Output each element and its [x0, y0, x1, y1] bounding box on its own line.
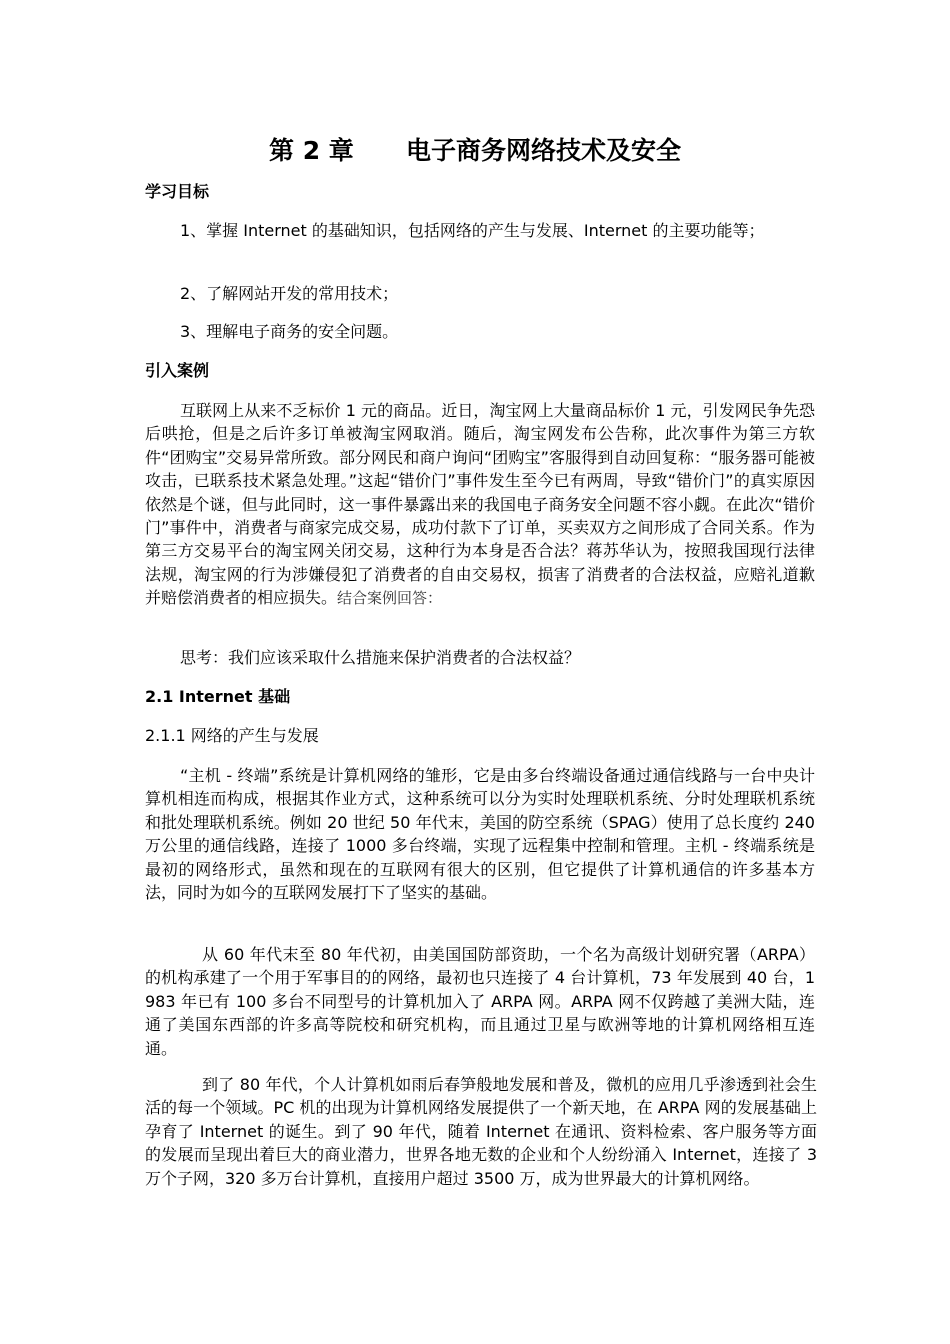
objective-item-1: 1、掌握 Internet 的基础知识，包括网络的产生与发展、Internet 的主要功能等； — [180, 221, 765, 240]
subsection-title: 2.1.1 网络的产生与发展 — [145, 726, 319, 745]
case-question: 思考：我们应该采取什么措施来保护消费者的合法权益？ — [180, 648, 581, 667]
section-paragraph-3: 到了 80 年代，个人计算机如雨后春笋般地发展和普及，微机的应用几乎渗透到社会生活的每一个领域。PC 机的出现为计算机网络发展提供了一个新天地，在 ARPA 网的发展基础上孕育了 Internet 的诞生。到了 90 年代，随着 Internet 在通讯、资料检索、客户服务等方面的发展而呈现出着巨大的商业潜力，世界各地无数的企业和个人纷纷涌入 Internet，连接了 3 万个子网，320 多万台计算机，直接用户超过 3500 万，成为世界最大的计算机网络。 — [145, 1075, 817, 1188]
case-tail: 结合案例回答： — [337, 589, 443, 608]
section-title: 2.1 Internet 基础 — [145, 687, 291, 706]
objective-item-3: 3、理解电子商务的安全问题。 — [180, 322, 399, 341]
case-heading: 引入案例 — [145, 361, 210, 380]
chapter-title: 第 2 章 电子商务网络技术及安全 — [268, 136, 682, 165]
case-body: 互联网上从来不乏标价 1 元的商品。近日，淘宝网上大量商品标价 1 元，引发网民争先恐后哄抢，但是之后许多订单被淘宝网取消。随后，淘宝网发布公告称，此次事件为第三方软件“团购宝”交易异常所致。部分网民和商户询问“团购宝”客服得到自动回复称：“服务器可能被攻击，已联系技术紧急处理。”这起“错价门”事件发生至今已有两周，导致“错价门”的真实原因依然是个谜，但与此同时，这一事件暴露出来的我国电子商务安全问题不容小觑。在此次“错价门”事件中，消费者与商家完成交易，成功付款下了订单，买卖双方之间形成了合同关系。作为第三方交易平台的淘宝网关闭交易，这种行为本身是否合法？蒋苏华认为，按照我国现行法律法规，淘宝网的行为涉嫌侵犯了消费者的自由交易权，损害了消费者的合法权益，应赔礼道歉并赔偿消费者的相应损失。 — [145, 401, 815, 608]
section-paragraph-2: 从 60 年代末至 80 年代初，由美国国防部资助，一个名为高级计划研究署（ARPA）的机构承建了一个用于军事目的的网络，最初也只连接了 4 台计算机，73 年发展到 40 台，1983 年已有 100 多台不同型号的计算机加入了 ARPA 网。ARPA 网不仅跨越了美洲大陆，连通了美国东西部的许多高等院校和研究机构，而且通过卫星与欧洲等地的计算机网络相互连通。 — [145, 945, 815, 1058]
section-paragraph-1: “主机 - 终端”系统是计算机网络的雏形，它是由多台终端设备通过通信线路与一台中央计算机相连而构成，根据其作业方式，这种系统可以分为实时处理联机系统、分时处理联机系统和批处理联机系统。例如 20 世纪 50 年代末，美国的防空系统（SPAG）使用了总长度约 240 万公里的通信线路，连接了 1000 多台终端，实现了远程集中控制和管理。主机 - 终端系统是最初的网络形式，虽然和现在的互联网有很大的区别，但它提供了计算机通信的许多基本方法，同时为如今的互联网发展打下了坚实的基础。 — [145, 766, 815, 903]
objectives-heading: 学习目标 — [145, 182, 210, 201]
objective-item-2: 2、了解网站开发的常用技术； — [180, 284, 399, 303]
case-paragraph — [145, 399, 815, 611]
